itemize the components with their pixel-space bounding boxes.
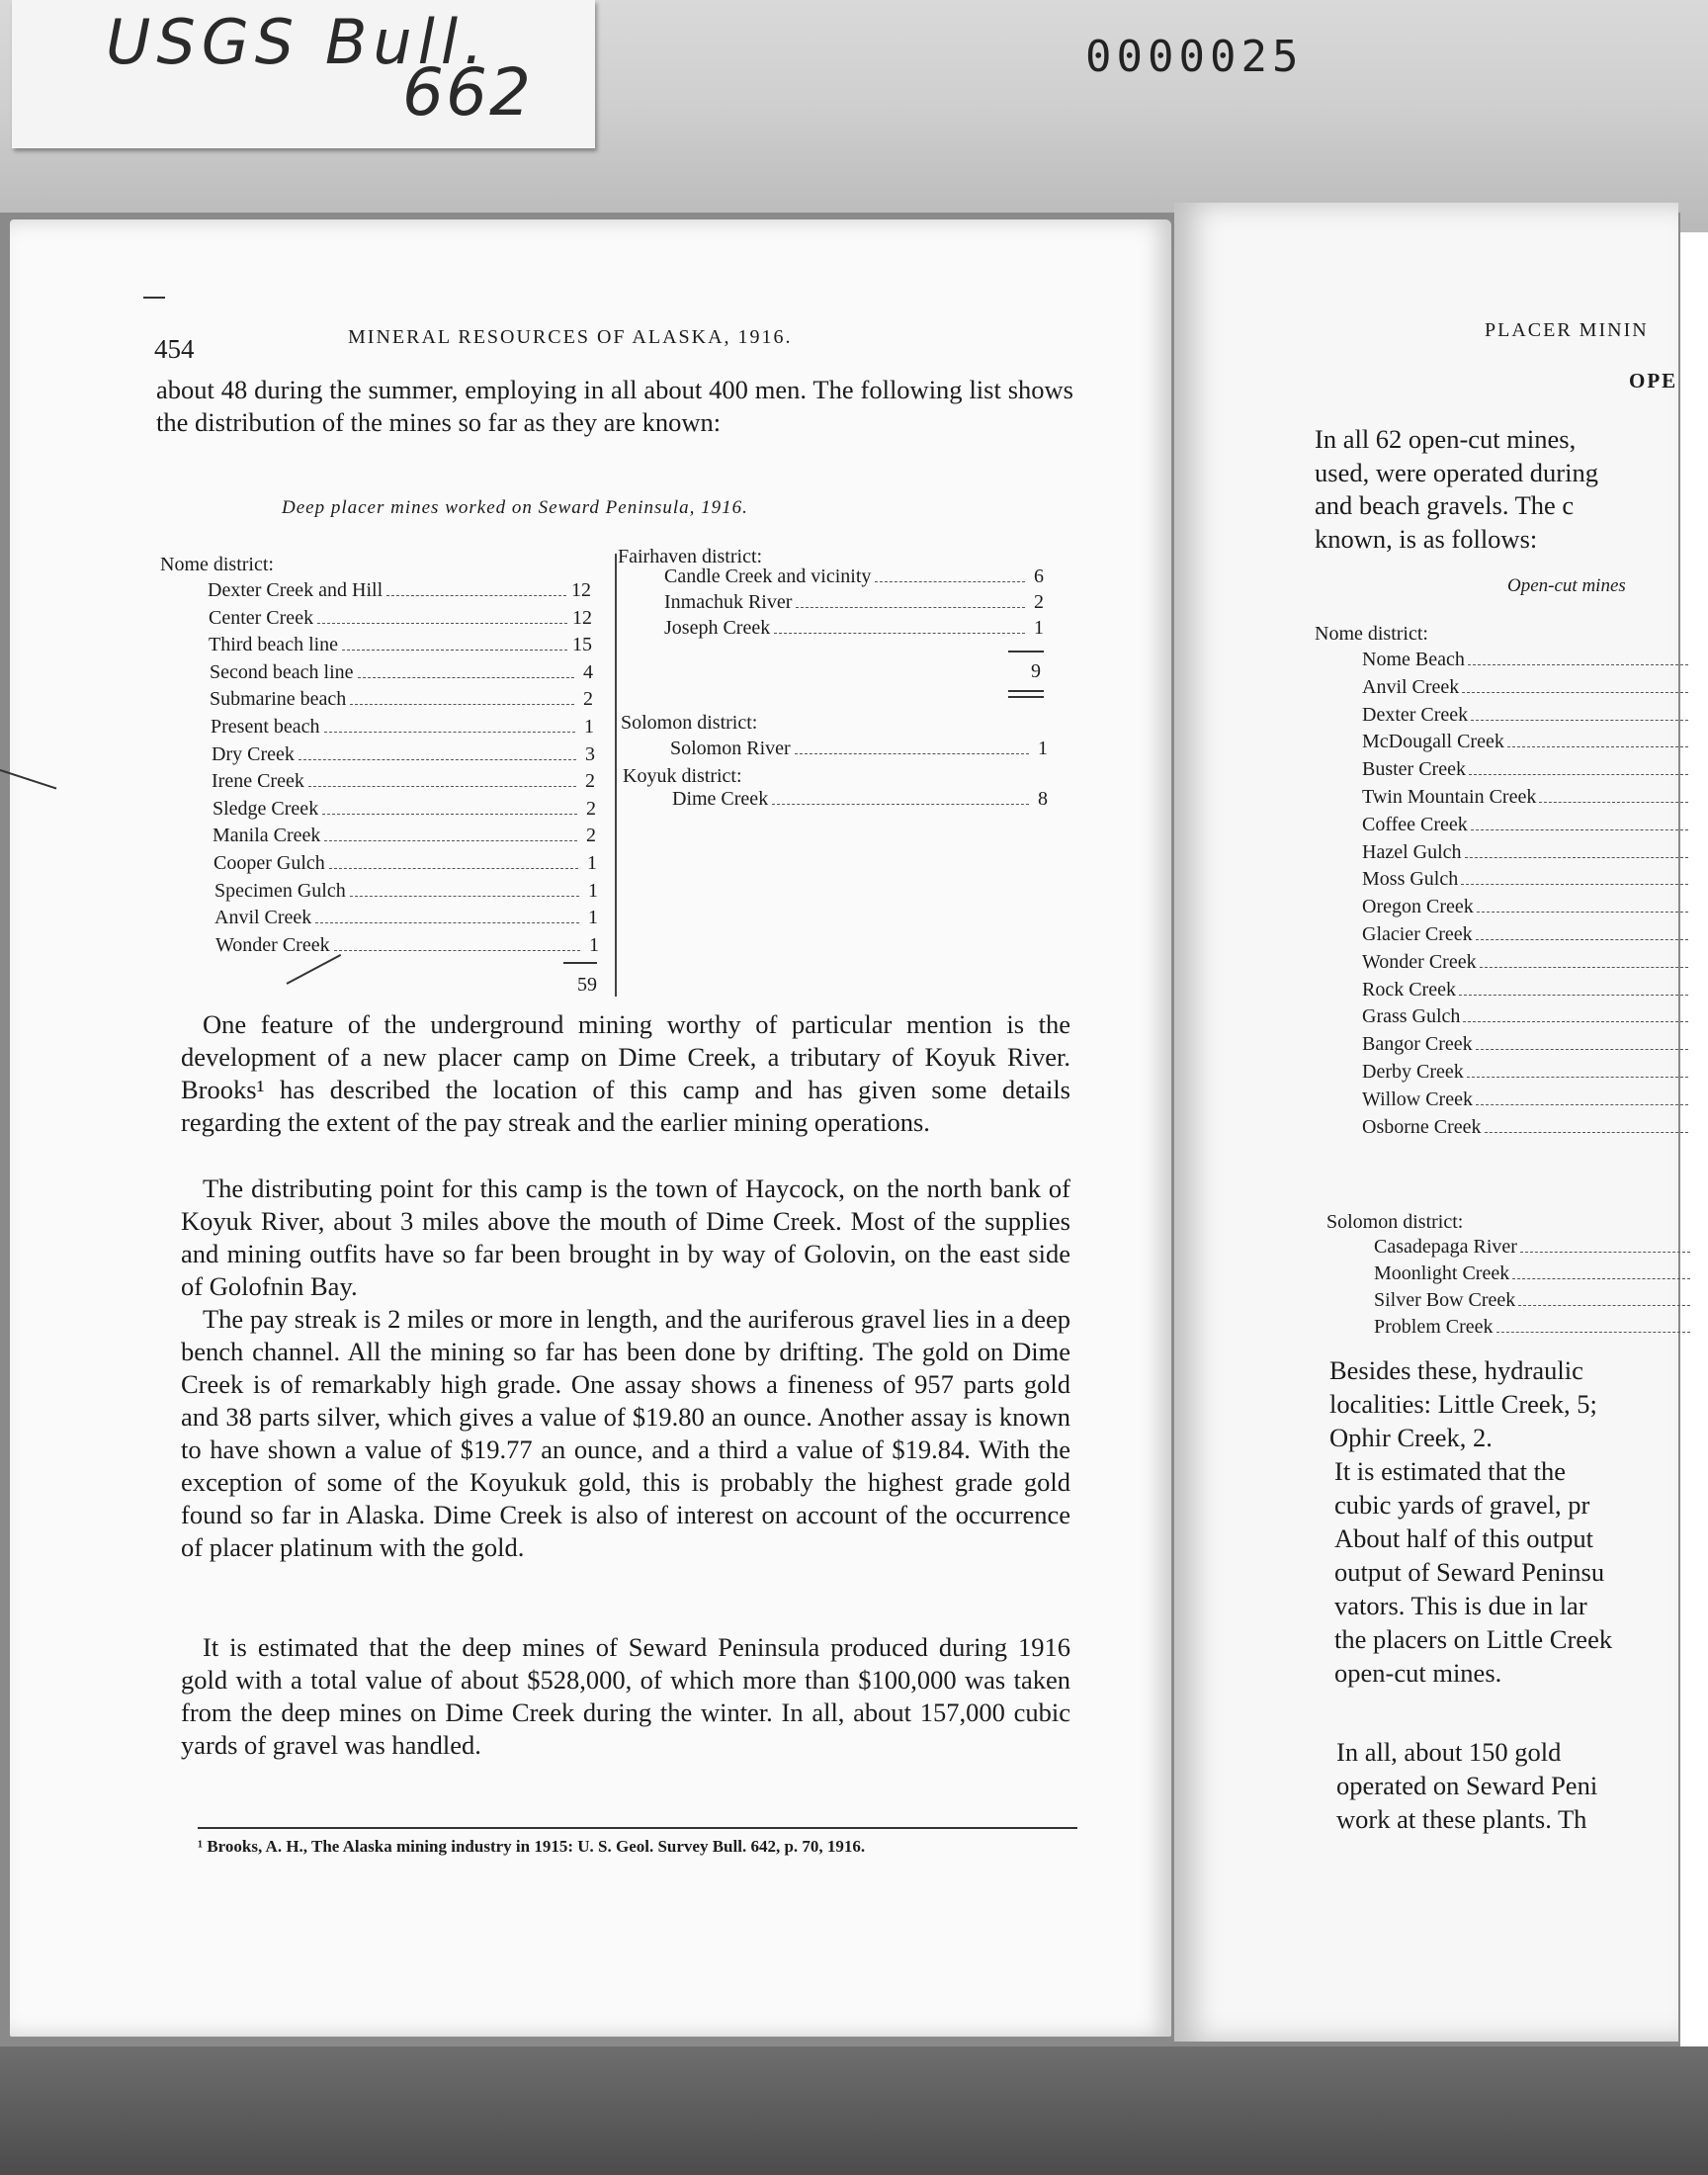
row-name: Moss Gulch (1362, 868, 1459, 891)
leader-dots (796, 607, 1025, 608)
row-value: 2 (586, 797, 596, 820)
leader-dots (1477, 912, 1688, 913)
table-row (1362, 1088, 1688, 1115)
table-row: Dime Creek 8 (672, 788, 1048, 810)
row-name: Buster Creek (1362, 758, 1466, 781)
leader-dots (1459, 995, 1688, 996)
row-name: Inmachuk River (664, 591, 793, 613)
table-row (1362, 1033, 1688, 1060)
footnote-rule (198, 1827, 1077, 1829)
leader-dots (299, 759, 576, 760)
fairhaven-double-rule (1008, 690, 1044, 698)
row-name: Bangor Creek (1362, 1033, 1473, 1056)
leader-dots (1468, 664, 1688, 665)
leader-dots (324, 732, 575, 733)
row-name: Wonder Creek (215, 933, 330, 956)
row-name: Manila Creek (213, 825, 321, 847)
row-name: Present beach (211, 716, 320, 738)
table-row (1362, 896, 1688, 922)
text-line: known, is as follows: (1315, 523, 1538, 554)
index-card (12, 0, 595, 148)
row-name: Anvil Creek (214, 907, 312, 929)
table-row (1374, 1236, 1690, 1262)
handwritten-label: USGS Bull. (106, 6, 489, 78)
row-value: 2 (583, 688, 593, 711)
leader-dots (329, 868, 578, 869)
row-name: Center Creek (209, 606, 314, 629)
table-row (1362, 814, 1688, 840)
table-row (211, 716, 594, 742)
leader-dots (308, 786, 576, 787)
nome-total-rule (563, 962, 597, 964)
row-name: Dry Creek (212, 742, 295, 765)
row-value: 12 (572, 606, 592, 629)
right-section-head: OPE (1629, 369, 1678, 392)
leader-dots (350, 896, 579, 897)
row-name: Oregon Creek (1362, 896, 1474, 918)
leader-dots (317, 623, 567, 624)
row-name: Cooper Gulch (214, 852, 325, 874)
table-row (1362, 923, 1688, 950)
row-name: Third beach line (209, 634, 339, 656)
row-name: Casadepaga River (1374, 1236, 1517, 1258)
text-line: vators. This is due in lar (1334, 1591, 1587, 1620)
table-row (214, 907, 598, 933)
table-row (1362, 758, 1688, 785)
leader-dots (1539, 802, 1688, 803)
table-row (214, 880, 598, 907)
text-line: In all 62 open-cut mines, (1315, 424, 1577, 454)
table-row (213, 825, 596, 851)
table-row (209, 634, 592, 660)
footnote: ¹ Brooks, A. H., The Alaska mining industry in 1915: U. S. Geol. Survey Bull. 642, p. 70, 1916. (198, 1837, 866, 1856)
row-name: Grass Gulch (1362, 1005, 1461, 1028)
row-value: 15 (572, 634, 592, 656)
leader-dots (322, 814, 577, 815)
row-value: 6 (1034, 566, 1044, 587)
table-row (1362, 841, 1688, 868)
row-name: Wonder Creek (1362, 950, 1477, 973)
table-row (214, 852, 597, 879)
table-row (215, 934, 599, 961)
row-value: 1 (587, 852, 597, 874)
scan-bottom (0, 2046, 1708, 2175)
row-name: Twin Mountain Creek (1362, 786, 1537, 808)
row-value: 1 (589, 933, 599, 956)
row-name: Derby Creek (1362, 1061, 1464, 1083)
table-row (208, 579, 591, 606)
leader-dots (774, 633, 1025, 634)
table-row (1374, 1289, 1690, 1316)
row-name: Moonlight Creek (1374, 1262, 1510, 1284)
table-row (1362, 786, 1688, 813)
table-row (1362, 704, 1688, 731)
row-name: Anvil Creek (1362, 675, 1460, 698)
fairhaven-total: 9 (1031, 660, 1041, 682)
table-row (209, 607, 592, 634)
text-line: cubic yards of gravel, pr (1334, 1490, 1590, 1520)
row-name: Joseph Creek (664, 617, 771, 639)
document-number-stamp: 0000025 (1085, 32, 1304, 82)
table-row (1362, 1116, 1688, 1143)
running-head: MINERAL RESOURCES OF ALASKA, 1916. (348, 326, 793, 348)
leader-dots (1485, 1132, 1688, 1133)
table-row (1362, 951, 1688, 978)
leader-dots (350, 704, 574, 705)
text-line: localities: Little Creek, 5; (1329, 1389, 1597, 1419)
nome-district-header: Nome district: (160, 554, 274, 575)
row-name: Candle Creek and vicinity (664, 566, 872, 587)
row-value: 3 (585, 742, 595, 765)
handwritten-number: 662 (402, 54, 533, 130)
text-line: About half of this output (1334, 1523, 1594, 1553)
leader-dots (1476, 1104, 1688, 1105)
table-row (1362, 649, 1688, 675)
paragraph-pay-streak: The pay streak is 2 miles or more in length, and the auriferous gravel lies in a deep bench channel. All the mining so far has been done by drifting. The gold on Dime Creek is of remarkably high grade. One assay shows a fineness of 957 parts gold and 38 parts silver, which gives a value of $19.80 an ounce. Another assay is known to have shown a value of $19.77 an ounce, and a third a value of $19.84. With the exception of some of the Koyukuk gold, this is probably the highest grade gold found so far in Alaska. Dime Creek is also of interest on account of the occurrence of placer platinum with the gold. (181, 1304, 1070, 1562)
row-name: Hazel Gulch (1362, 840, 1462, 863)
leader-dots (1496, 1332, 1690, 1333)
row-value: 4 (583, 660, 593, 683)
row-name: Rock Creek (1362, 978, 1456, 1000)
paragraph-haycock: The distributing point for this camp is the town of Haycock, on the north bank of Koyuk River, about 3 miles above the mouth of Dime Creek. Most of the supplies and mining outfits have so far been brought in by way of Golovin, on the east side of Golofnin Bay. (181, 1174, 1070, 1301)
row-value: 2 (585, 770, 595, 793)
leader-dots (875, 581, 1025, 582)
leader-dots (1520, 1252, 1690, 1253)
row-value: 12 (571, 579, 591, 601)
table-row (1362, 868, 1688, 895)
right-nome-header: Nome district: (1315, 623, 1428, 645)
leader-dots (1465, 857, 1688, 858)
row-value: 2 (1034, 591, 1044, 613)
row-name: McDougall Creek (1362, 731, 1504, 753)
row-name: Glacier Creek (1362, 923, 1473, 945)
table-row: Solomon River 1 (670, 738, 1048, 759)
table-row (664, 591, 1044, 618)
table-row (664, 617, 1044, 644)
text-line: used, were operated during (1315, 457, 1598, 487)
row-name: Dexter Creek (1362, 703, 1469, 726)
row-name: Problem Creek (1374, 1316, 1494, 1338)
leader-dots (1512, 1278, 1690, 1279)
text-line: open-cut mines. (1334, 1658, 1502, 1688)
table-row (210, 661, 593, 688)
leader-dots (358, 677, 575, 678)
table-caption: Deep placer mines worked on Seward Peninsula, 1916. (282, 497, 748, 518)
solomon-district-header: Solomon district: (621, 712, 758, 734)
leader-dots (324, 840, 577, 841)
leader-dots (1518, 1305, 1690, 1306)
leader-dots (1507, 746, 1688, 747)
table-row (212, 743, 595, 770)
leader-dots (334, 950, 580, 951)
fairhaven-total-rule (1008, 651, 1044, 652)
table-row (1362, 731, 1688, 757)
row-name: Coffee Creek (1362, 813, 1468, 835)
right-solomon-header: Solomon district: (1326, 1211, 1464, 1233)
page-number: 454 (154, 334, 195, 364)
nome-total: 59 (577, 974, 597, 996)
table-row (1374, 1316, 1690, 1343)
row-value: 1 (588, 879, 598, 902)
text-line: Besides these, hydraulic (1329, 1355, 1583, 1385)
table-row (664, 566, 1044, 592)
table-row (210, 688, 593, 715)
column-divider (615, 554, 617, 997)
table-row (212, 770, 595, 797)
row-name: Willow Creek (1362, 1088, 1473, 1110)
paragraph-dime-creek: One feature of the underground mining worthy of particular mention is the development of a new placer camp on Dime Creek, a tributary of Koyuk River. Brooks¹ has described the location of this camp and has given some details regarding the extent of the pay streak and the earlier mining operations. (181, 1009, 1070, 1137)
text-line: and beach gravels. The c (1315, 490, 1575, 520)
leader-dots (386, 595, 566, 596)
row-name: Submarine beach (210, 688, 347, 711)
opening-paragraph: about 48 during the summer, employing in all about 400 men. The following list shows the distribution of the mines so far as they are known: (156, 375, 1073, 437)
fairhaven-district-header: Fairhaven district: (618, 546, 763, 567)
table-row (1362, 676, 1688, 703)
text-line: operated on Seward Peni (1336, 1771, 1598, 1800)
text-line: work at these plants. Th (1336, 1804, 1587, 1834)
leader-dots (342, 650, 567, 651)
leader-dots (1469, 774, 1688, 775)
row-value: 2 (586, 825, 596, 847)
leader-dots (1471, 829, 1688, 830)
text-line: output of Seward Peninsu (1334, 1557, 1605, 1587)
row-name: Second beach line (210, 660, 354, 683)
row-name: Sledge Creek (213, 797, 319, 820)
row-value: 1 (588, 907, 598, 929)
leader-dots (1480, 967, 1688, 968)
row-name: Silver Bow Creek (1374, 1289, 1516, 1311)
right-table-caption: Open-cut mines (1507, 575, 1626, 596)
koyuk-district-header: Koyuk district: (623, 765, 742, 787)
table-row (213, 798, 596, 825)
text-line: In all, about 150 gold (1336, 1737, 1562, 1767)
leader-dots (315, 922, 579, 923)
row-name: Specimen Gulch (214, 879, 346, 902)
row-name: Irene Creek (212, 770, 304, 793)
row-value: 1 (1034, 617, 1044, 639)
table-row (1362, 1005, 1688, 1032)
text-line: It is estimated that the (1334, 1456, 1567, 1486)
leader-dots (1463, 1021, 1688, 1022)
leader-dots (1467, 1077, 1688, 1078)
leader-dots (1462, 692, 1688, 693)
text-line: Ophir Creek, 2. (1329, 1423, 1493, 1452)
leader-dots (1461, 884, 1688, 885)
row-name: Osborne Creek (1362, 1115, 1482, 1138)
leader-dots (1471, 720, 1688, 721)
leader-dots (1476, 939, 1688, 940)
table-row (1362, 1061, 1688, 1088)
leader-dots (1476, 1049, 1688, 1050)
table-row (1374, 1262, 1690, 1289)
table-row (1362, 979, 1688, 1005)
paragraph-production: It is estimated that the deep mines of Seward Peninsula produced during 1916 gold with a total value of about $528,000, of which more than $100,000 was taken from the deep mines on Dime Creek during the winter. In all, about 157,000 cubic yards of gravel was handled. (181, 1632, 1070, 1760)
right-running-head: PLACER MININ (1485, 319, 1649, 341)
row-name: Nome Beach (1362, 649, 1465, 670)
row-name: Dexter Creek and Hill (208, 579, 384, 601)
corner-mark (143, 297, 165, 299)
text-line: the placers on Little Creek (1334, 1624, 1613, 1654)
row-value: 1 (584, 716, 594, 738)
